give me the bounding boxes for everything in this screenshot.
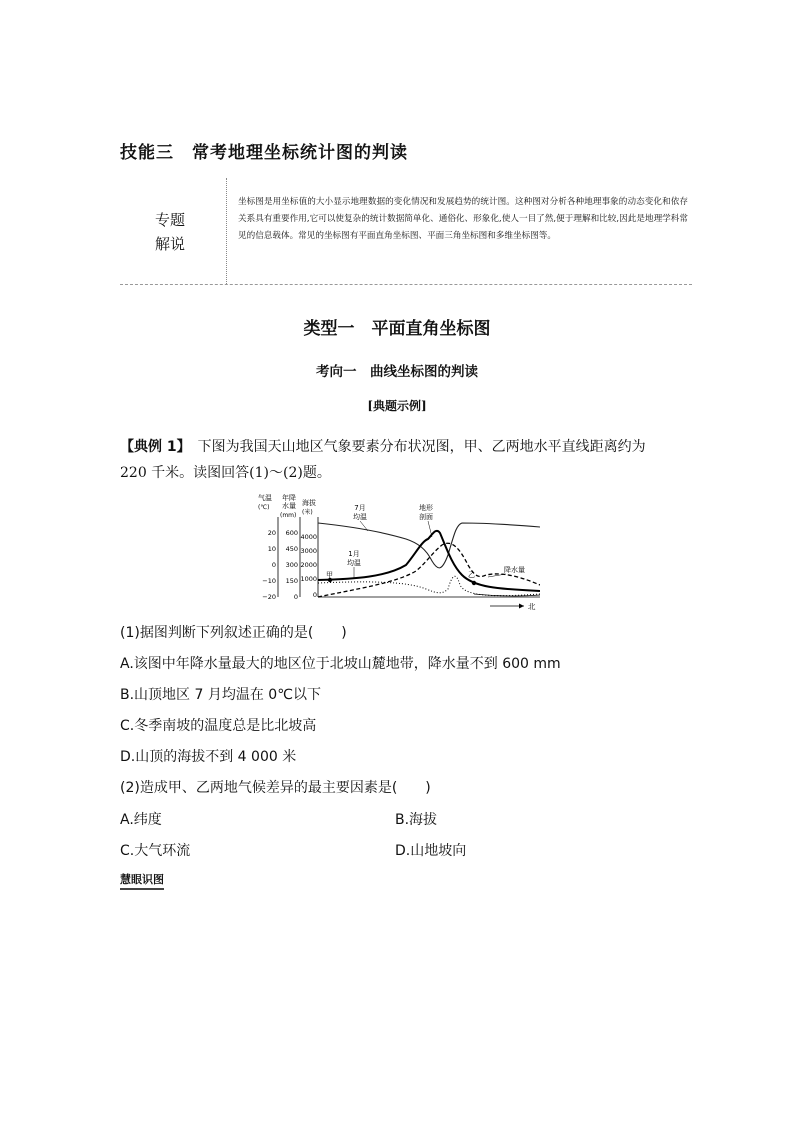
precip-label: 降水量 — [504, 566, 525, 574]
terrain-label-2: 剖面 — [419, 513, 433, 521]
terrain-leader — [428, 521, 432, 537]
intro-divider — [226, 178, 227, 284]
temp-tick: 10 — [267, 545, 276, 553]
precip-tick: 450 — [285, 545, 298, 553]
intro-label-line1: 专题 — [154, 211, 185, 229]
tianshan-figure — [256, 493, 540, 613]
intro-text: 坐标图是用坐标值的大小显示地理数据的变化情况和发展趋势的统计图。这种图对分析各种地理事象的动态变化和依存关系具有重要作用,它可以使复杂的统计数据简单化、通俗化、形象化,使人一目了然,便于理解和比较,因此是地理学科常见的信息载体。常见的坐标图有平面直角坐标图、平面三角坐标图和多维坐标图等。 — [238, 197, 688, 241]
precip-axis-unit: (mm) — [280, 512, 297, 519]
question-2-stem: (2)造成甲、乙两地气候差异的最主要因素是( ) — [120, 780, 431, 796]
terrain-label-1: 地形 — [419, 504, 433, 512]
alt-tick: 2000 — [300, 561, 317, 569]
jan-temp-label-2: 均温 — [347, 559, 361, 567]
section-title: 技能三 常考地理坐标统计图的判读 — [120, 143, 408, 163]
question-1-option-d: D.山顶的海拔不到 4 000 米 — [120, 749, 297, 765]
question-2-option-c: C.大气环流 — [120, 843, 191, 859]
question-1-option-c: C.冬季南坡的温度总是比北坡高 — [120, 718, 317, 734]
july-temp-label-1: 7月 — [354, 504, 366, 512]
precip-tick: 0 — [293, 593, 298, 601]
baseline-slope-line — [474, 594, 540, 596]
temp-axis-title: 气温 — [258, 494, 272, 502]
question-1-option-b: B.山顶地区 7 月均温在 0℃以下 — [120, 687, 321, 703]
subheading: 考向一 曲线坐标图的判读 — [316, 364, 478, 380]
jia-label: 甲 — [326, 571, 333, 579]
temp-tick: 0 — [271, 561, 276, 569]
type-heading: 类型一 平面直角坐标图 — [303, 319, 491, 339]
north-label: 北 — [528, 602, 536, 611]
question-2-option-a: A.纬度 — [120, 812, 162, 828]
temp-tick: 20 — [267, 529, 276, 537]
precip-tick: 150 — [285, 577, 298, 585]
example-label: 【典例 1】 — [120, 439, 184, 455]
north-arrow-head — [519, 604, 524, 609]
example-paragraph — [120, 434, 675, 486]
intro-label-line2: 解说 — [154, 235, 185, 253]
temp-tick: −10 — [262, 577, 276, 585]
intro-label — [120, 208, 220, 256]
yi-label: 乙 — [468, 571, 475, 579]
question-2-option-d: D.山地坡向 — [395, 843, 467, 859]
alt-axis-unit: (米) — [302, 509, 313, 516]
precip-axis-title-1: 年降 — [282, 494, 296, 502]
question-2-option-b: B.海拔 — [395, 812, 438, 828]
alt-tick: 0 — [312, 591, 317, 599]
alt-axis-title: 海拔 — [302, 499, 316, 507]
alt-tick: 3000 — [300, 547, 317, 555]
question-1-stem: (1)据图判断下列叙述正确的是( ) — [120, 625, 347, 641]
example-text: 下图为我国天山地区气象要素分布状况图，甲、乙两地水平直线距离约为 220 千米。读图回答(1)～(2)题。 — [120, 439, 646, 481]
alt-tick: 1000 — [300, 575, 317, 583]
jan-temp-label-1: 1月 — [348, 550, 360, 558]
july-temp-label-2: 均温 — [353, 513, 367, 521]
alt-tick: 4000 — [300, 533, 317, 541]
precip-tick: 600 — [285, 529, 298, 537]
example-tag: [典题示例] — [367, 399, 427, 413]
yi-marker — [472, 581, 476, 585]
temp-axis-unit: (℃) — [258, 504, 270, 511]
precip-tick: 300 — [285, 561, 298, 569]
intro-box — [120, 178, 692, 285]
question-1-option-a: A.该图中年降水量最大的地区位于北坡山麓地带，降水量不到 600 mm — [120, 656, 561, 672]
section-stamp: 慧眼识图 — [120, 871, 164, 890]
temp-tick: −20 — [262, 593, 276, 601]
precip-axis-title-2: 水量 — [282, 502, 296, 510]
